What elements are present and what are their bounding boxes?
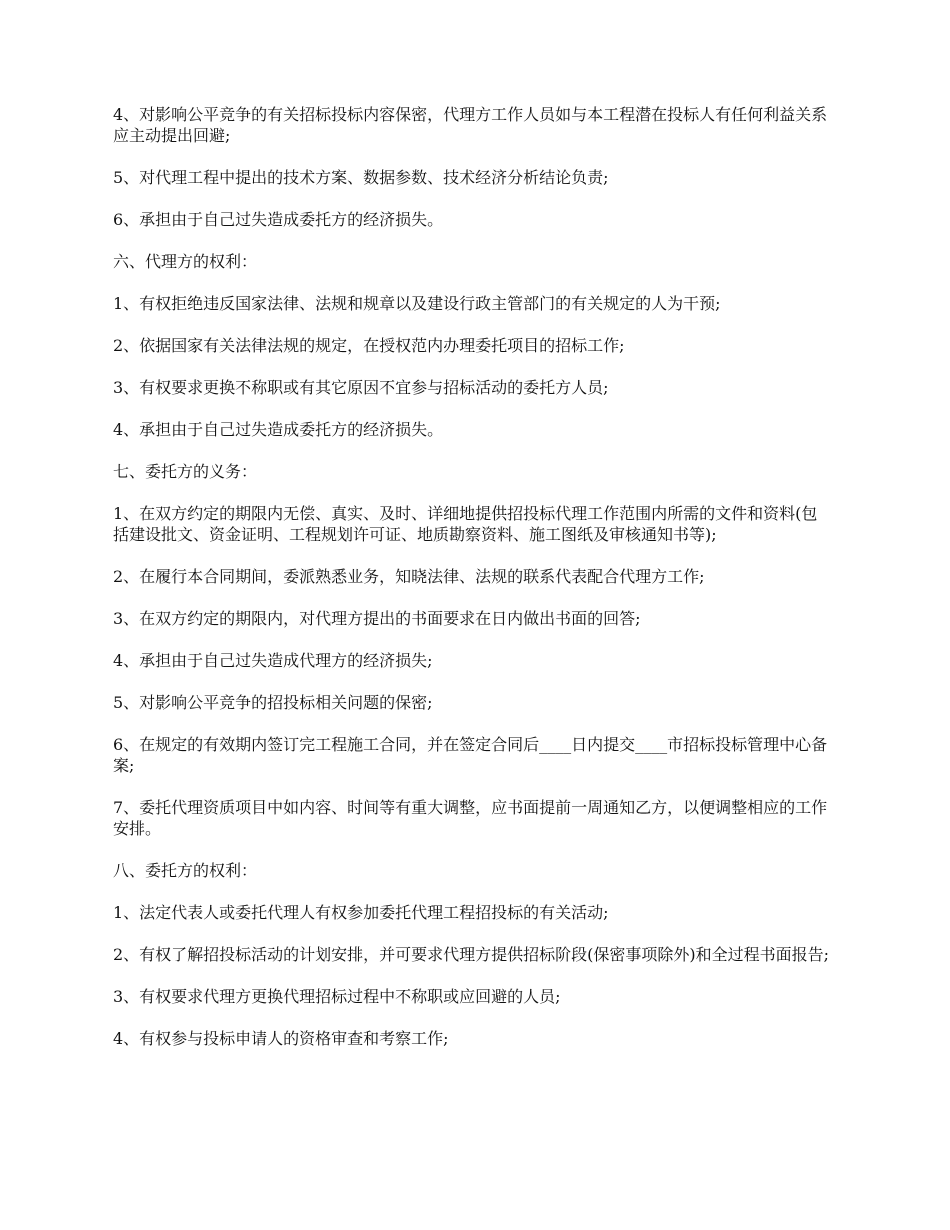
paragraph: 1、法定代表人或委托代理人有权参加委托代理工程招投标的有关活动; bbox=[113, 903, 609, 922]
paragraph: 2、有权了解招投标活动的计划安排，并可要求代理方提供招标阶段(保密事项除外)和全过程书面报告; bbox=[113, 945, 830, 964]
paragraph: 6、承担由于自己过失造成委托方的经济损失。 bbox=[113, 210, 444, 229]
paragraph: 3、有权要求更换不称职或有其它原因不宜参与招标活动的委托方人员; bbox=[113, 378, 609, 397]
paragraph: 2、依据国家有关法律法规的规定，在授权范内办理委托项目的招标工作; bbox=[113, 336, 625, 355]
document-page bbox=[113, 104, 833, 1070]
paragraph: 1、有权拒绝违反国家法律、法规和规章以及建设行政主管部门的有关规定的人为干预; bbox=[113, 294, 721, 313]
paragraph: 4、承担由于自己过失造成代理方的经济损失; bbox=[113, 651, 433, 670]
paragraph: 7、委托代理资质项目中如内容、时间等有重大调整，应书面提前一周通知乙方，以便调整相应的工作安排。 bbox=[113, 798, 828, 838]
section-heading: 八、委托方的权利： bbox=[113, 861, 258, 880]
paragraph: 1、在双方约定的期限内无偿、真实、及时、详细地提供招投标代理工作范围内所需的文件和资料(包括建设批文、资金证明、工程规划许可证、地质勘察资料、施工图纸及审核通知书等); bbox=[113, 504, 818, 544]
paragraph: 2、在履行本合同期间，委派熟悉业务，知晓法律、法规的联系代表配合代理方工作; bbox=[113, 567, 705, 586]
paragraph: 3、在双方约定的期限内，对代理方提出的书面要求在日内做出书面的回答; bbox=[113, 609, 641, 628]
section-heading: 六、代理方的权利： bbox=[113, 252, 258, 271]
section-heading: 七、委托方的义务： bbox=[113, 462, 258, 481]
paragraph: 4、有权参与投标申请人的资格审查和考察工作; bbox=[113, 1029, 449, 1048]
paragraph: 5、对代理工程中提出的技术方案、数据参数、技术经济分析结论负责; bbox=[113, 168, 609, 187]
paragraph: 5、对影响公平竞争的招投标相关问题的保密; bbox=[113, 693, 433, 712]
paragraph: 6、在规定的有效期内签订完工程施工合同，并在签定合同后____日内提交____市招标投标管理中心备案; bbox=[113, 735, 828, 775]
paragraph: 4、承担由于自己过失造成委托方的经济损失。 bbox=[113, 420, 444, 439]
paragraph: 3、有权要求代理方更换代理招标过程中不称职或应回避的人员; bbox=[113, 987, 561, 1006]
paragraph: 4、对影响公平竞争的有关招标投标内容保密，代理方工作人员如与本工程潜在投标人有任何利益关系应主动提出回避; bbox=[113, 105, 828, 145]
